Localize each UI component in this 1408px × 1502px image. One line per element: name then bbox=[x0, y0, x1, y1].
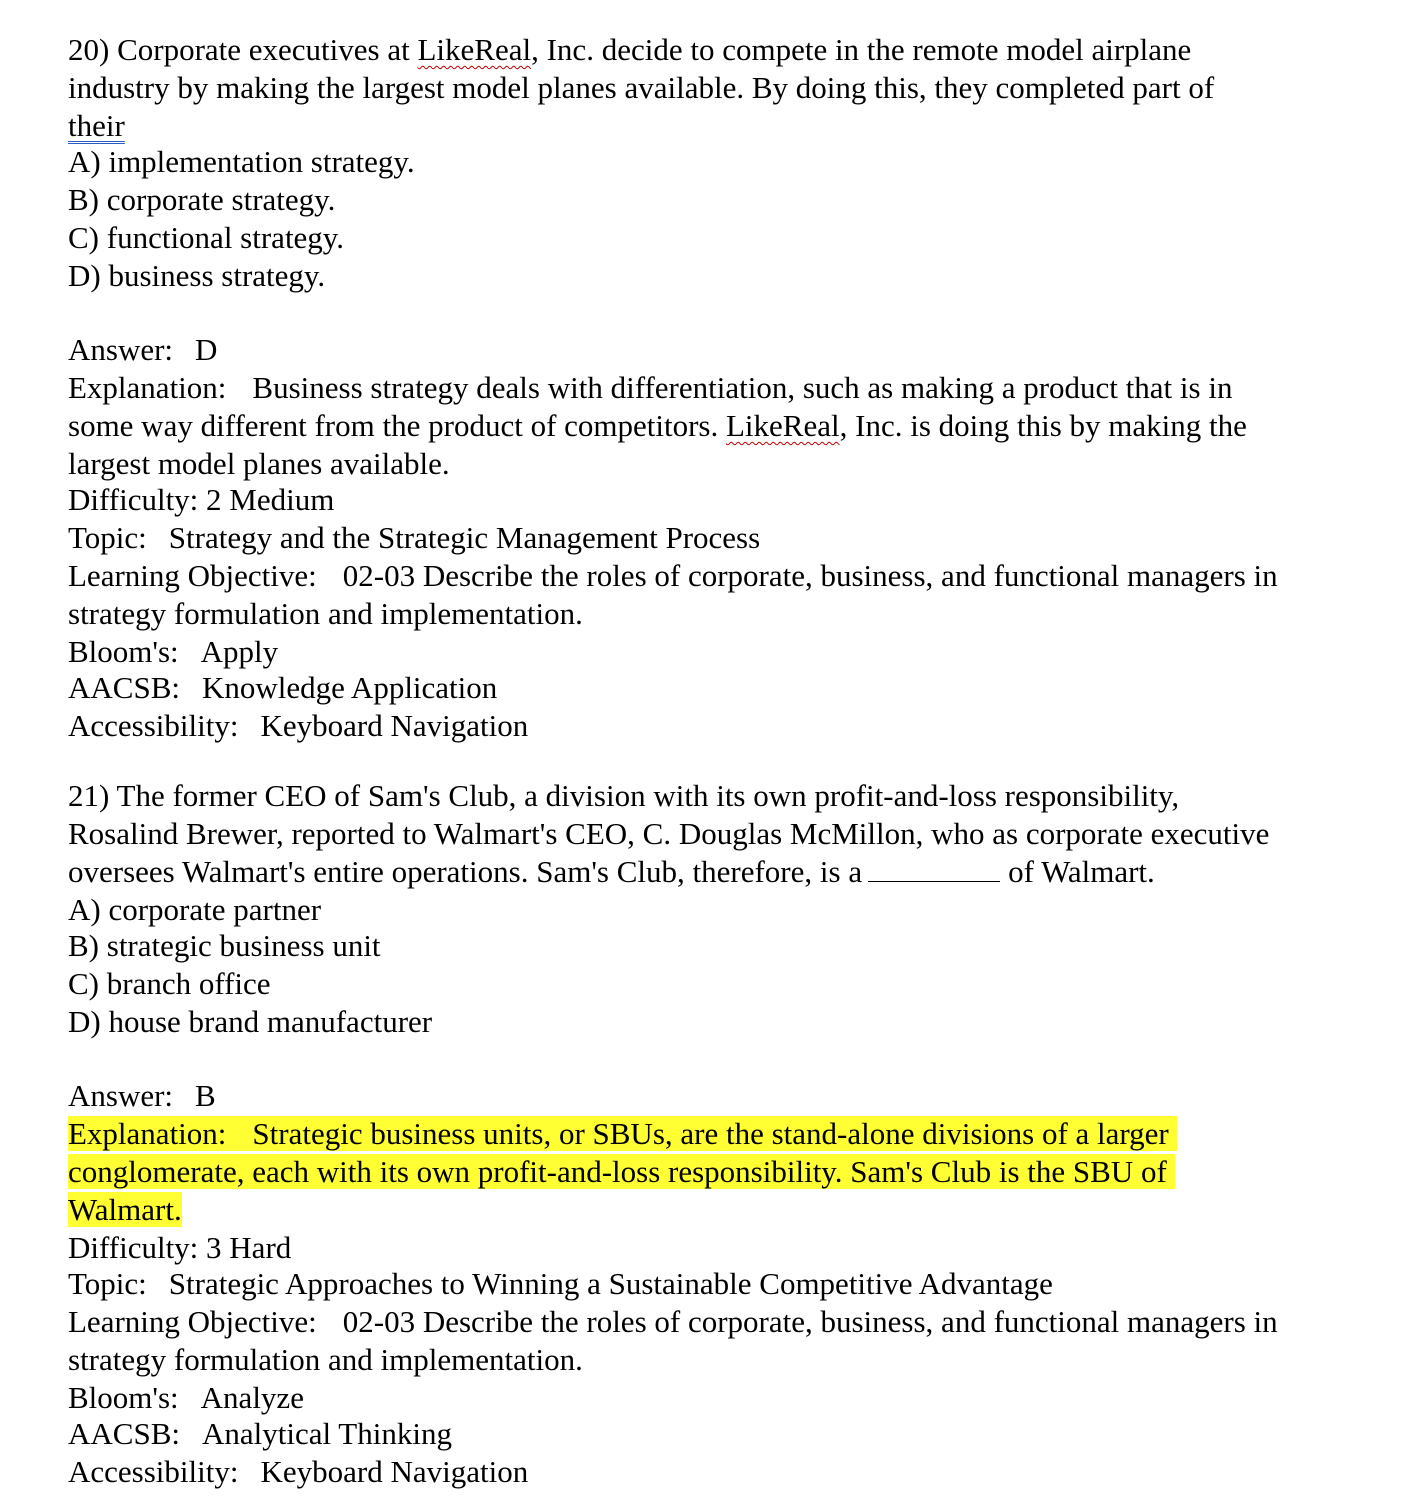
answer-blank bbox=[868, 855, 1000, 882]
q20-stem-line-2: industry by making the largest model planes available. By doing this, they completed part of bbox=[68, 70, 1215, 105]
q20-topic bbox=[68, 519, 760, 557]
q21-stem-line-3 bbox=[68, 853, 1155, 891]
blooms-value: Analyze bbox=[200, 1380, 304, 1415]
q20-stem-text: 20) Corporate executives at bbox=[68, 32, 418, 67]
q20-explanation-line-2 bbox=[68, 407, 1247, 445]
topic-value: Strategic Approaches to Winning a Sustainable Competitive Advantage bbox=[168, 1266, 1053, 1301]
explanation-text: some way different from the product of competitors. bbox=[68, 408, 726, 443]
answer-value: D bbox=[195, 332, 218, 367]
q21-option-a: A) corporate partner bbox=[68, 892, 322, 927]
q21-difficulty: Difficulty: 3 Hard bbox=[68, 1230, 292, 1265]
aacsb-value: Knowledge Application bbox=[201, 670, 498, 705]
q21-option-c: C) branch office bbox=[68, 966, 271, 1001]
accessibility-value: Keyboard Navigation bbox=[260, 708, 529, 743]
explanation-label: Explanation: bbox=[68, 1116, 227, 1151]
accessibility-label: Accessibility: bbox=[68, 1454, 239, 1489]
answer-label: Answer: bbox=[68, 1078, 174, 1113]
q20-option-b: B) corporate strategy. bbox=[68, 182, 336, 217]
explanation-text: Strategic business units, or SBUs, are the stand-alone divisions of a larger bbox=[252, 1116, 1169, 1151]
q20-learning-objective-line-2: strategy formulation and implementation. bbox=[68, 596, 583, 631]
q20-stem-word-their: their bbox=[68, 108, 125, 143]
q20-answer bbox=[68, 331, 217, 369]
aacsb-label: AACSB: bbox=[68, 1416, 180, 1451]
q21-stem-text: oversees Walmart's entire operations. Sam's Club, therefore, is a bbox=[68, 854, 863, 889]
q20-difficulty: Difficulty: 2 Medium bbox=[68, 482, 335, 517]
q20-option-d: D) business strategy. bbox=[68, 258, 326, 293]
q21-option-d: D) house brand manufacturer bbox=[68, 1004, 433, 1039]
blooms-label: Bloom's: bbox=[68, 1380, 179, 1415]
q21-aacsb bbox=[68, 1415, 452, 1453]
q21-topic bbox=[68, 1265, 1053, 1303]
topic-label: Topic: bbox=[68, 1266, 147, 1301]
q20-stem-line-3 bbox=[68, 107, 125, 145]
learning-objective-label: Learning Objective: bbox=[68, 1304, 317, 1339]
learning-objective-value: 02-03 Describe the roles of corporate, business, and functional managers in bbox=[342, 1304, 1278, 1339]
q21-stem-line-2: Rosalind Brewer, reported to Walmart's CEO, C. Douglas McMillon, who as corporate executive bbox=[68, 816, 1270, 851]
q20-company-name: LikeReal bbox=[417, 32, 532, 67]
q20-option-a: A) implementation strategy. bbox=[68, 144, 415, 179]
q21-learning-objective-line-1 bbox=[68, 1303, 1278, 1341]
q21-stem-line-1: 21) The former CEO of Sam's Club, a division with its own profit-and-loss responsibility, bbox=[68, 778, 1180, 813]
highlighted-text: Walmart. bbox=[68, 1192, 182, 1227]
answer-label: Answer: bbox=[68, 332, 174, 367]
q20-stem-line-1 bbox=[68, 31, 1191, 69]
q21-stem-text: of Walmart. bbox=[1008, 854, 1155, 889]
blooms-label: Bloom's: bbox=[68, 634, 179, 669]
q20-stem-text: , Inc. decide to compete in the remote model airplane bbox=[531, 32, 1192, 67]
aacsb-value: Analytical Thinking bbox=[201, 1416, 452, 1451]
q21-explanation-line-1 bbox=[68, 1115, 1177, 1153]
q21-explanation-line-2 bbox=[68, 1153, 1175, 1191]
q20-aacsb bbox=[68, 669, 497, 707]
q21-blooms bbox=[68, 1379, 304, 1417]
q21-answer bbox=[68, 1077, 216, 1115]
q20-learning-objective-line-1 bbox=[68, 557, 1278, 595]
q20-accessibility bbox=[68, 707, 528, 745]
blooms-value: Apply bbox=[200, 634, 279, 669]
q20-option-c: C) functional strategy. bbox=[68, 220, 345, 255]
highlighted-text bbox=[68, 1154, 1175, 1189]
explanation-text: Business strategy deals with differentiation, such as making a product that is in bbox=[252, 370, 1233, 405]
learning-objective-value: 02-03 Describe the roles of corporate, business, and functional managers in bbox=[342, 558, 1278, 593]
highlighted-text bbox=[68, 1116, 1177, 1151]
q21-option-b: B) strategic business unit bbox=[68, 928, 381, 963]
q20-blooms bbox=[68, 633, 278, 671]
accessibility-label: Accessibility: bbox=[68, 708, 239, 743]
aacsb-label: AACSB: bbox=[68, 670, 180, 705]
explanation-text: , Inc. is doing this by making the bbox=[839, 408, 1247, 443]
q21-explanation-line-3 bbox=[68, 1191, 182, 1229]
explanation-text: conglomerate, each with its own profit-and-loss responsibility. Sam's Club is the SBU of bbox=[68, 1154, 1167, 1189]
q20-explanation-company: LikeReal bbox=[726, 408, 840, 443]
q21-accessibility bbox=[68, 1453, 528, 1491]
q21-learning-objective-line-2: strategy formulation and implementation. bbox=[68, 1342, 583, 1377]
topic-value: Strategy and the Strategic Management Process bbox=[168, 520, 761, 555]
answer-value: B bbox=[195, 1078, 216, 1113]
accessibility-value: Keyboard Navigation bbox=[260, 1454, 529, 1489]
q20-explanation-line-3: largest model planes available. bbox=[68, 446, 450, 481]
topic-label: Topic: bbox=[68, 520, 147, 555]
explanation-label: Explanation: bbox=[68, 370, 227, 405]
learning-objective-label: Learning Objective: bbox=[68, 558, 317, 593]
q20-explanation-line-1 bbox=[68, 369, 1232, 407]
